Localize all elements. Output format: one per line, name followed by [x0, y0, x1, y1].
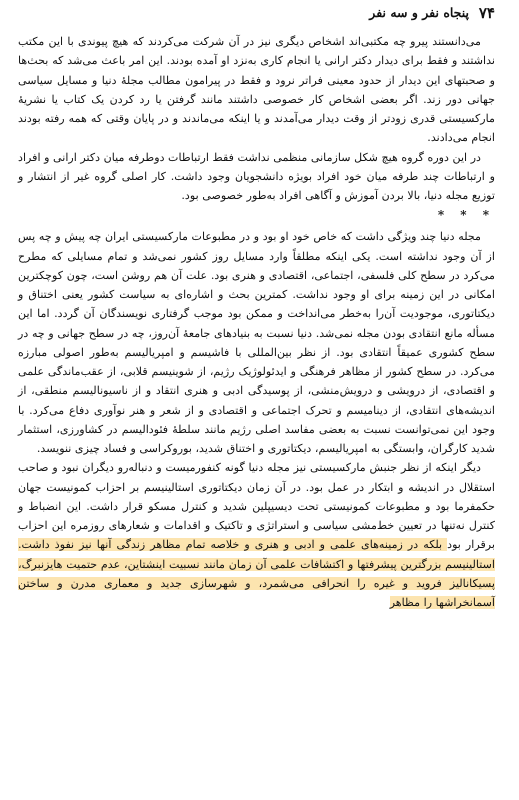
paragraph: می‌دانستند پیرو چه مکتبی‌اند اشخاص دیگری نیز در آن شرکت می‌کردند که هیچ پیوندی با این مکتب نداشتند و فقط برای دیدار دکتر ارانی یا انجام کاری به‌نزد او آمده بودند. این امر باعث می‌شد که بحث‌ها و صحبتهای این دیدار از حدود معینی فراتر نرود و فقط در پیرامون مطالب مجلهٔ دنیا و مسایل سیاسی جهانی دور زند. اگر بعضی اشخاص کار خصوصی داشتند مانند گرفتن یا رد کردن یک کتاب یا نشریهٔ مارکسیستی قدری زودتر از وقت دیدار می‌آمدند و یا اینکه می‌ماندند و در پایان وقتی که همه رفته بودند انجام می‌دادند.	[18, 35, 495, 145]
page-number: ۷۴	[478, 4, 495, 22]
page-body	[18, 32, 495, 612]
page-header	[24, 4, 495, 24]
paragraph	[18, 458, 495, 612]
paragraph-text: دیگر اینکه از نظر جنبش مارکسیستی نیز مجله دنیا گونه کنفورمیست و دنباله‌رو دیگران نبود و صاحب استقلال در اندیشه و ابتکار در عمل بود. در آن زمان دیکتاتوری استالینیسم بر احزاب کمونیست جهان حکمفرما بود و مطبوعات کمونیستی تحت دیسیپلین شدید و کنترل مسکو قرار داشت. این انضباط و کنترل نه‌تنها در تعیین خط‌مشی سیاسی و استراتژی و تاکتیک و اقدامات و شعارهای روزمره این احزاب برقرار بود	[18, 461, 495, 552]
paragraph: مجله دنیا چند ویژگی داشت که خاص خود او بود و در مطبوعات مارکسیستی ایران چه پیش و چه پس از آن وجود نداشته است. یکی اینکه مطلقاً وارد مسایل روز کشور نمی‌شد و تمام مسایلی که مطرح می‌کرد در سطح کلی فلسفی، اجتماعی، اقتصادی و هنری بود. علت آن هم روشن است، چون کوچکترین امکانی در این زمینه برای او وجود نداشت. کمترین بحث و اشاره‌ای به سیاست کشور یعنی اختناق و دیکتاتوری، موجودیت آن‌را به‌خطر می‌انداخت و ممکن بود موجب گرفتاری نویسندگان آن گردد. اما این مسأله مانع انتقادی بودن مجله نمی‌شد. دنیا نسبت به بنیادهای جامعهٔ آن‌روز، چه در سطح جهانی و چه در سطح کشوری عمیقاً انتقادی بود. از نظر بین‌المللی با فاشیسم و امپریالیسم به‌طور اصولی مبارزه می‌کرد. در سطح کشور از مظاهر فرهنگی و ایدئولوژیک رژیم، از شوینیسم قلابی، از عقب‌ماندگی علمی و اقتصادی، از درویشی و درویش‌منشی، از پوسیدگی ادبی و هنری انتقاد و از ناسیونالیسم منطقی، از اندیشه‌های انتقادی، از دینامیسم و تحرک اجتماعی و اقتصادی و از شعر و هنر نوآوری دفاع می‌کرد. با وجود این نمی‌توانست نسبت به بعضی مفاسد اصلی رژیم مانند سلطهٔ فئودالیسم در کشاورزی، استثمار شدید کارگران، وابستگی به امپریالیسم، دیکتاتوری و اختناق شدید، بوروکراسی و فساد چیزی ننویسد.	[18, 230, 495, 455]
paragraph: در این دوره گروه هیچ شکل سازمانی منظمی نداشت فقط ارتباطات دوطرفه میان دکتر ارانی و افراد و ارتباطات چند طرفه میان خود افراد بویژه دانشجویان وجود داشت. کار اصلی گروه غیر از انتشار و توزیع مجله دنیا، بالا بردن آموزش و آگاهی افراد به‌طور خصوصی بود.	[18, 150, 495, 202]
highlighted-text: بلکه در زمینه‌های علمی و ادبی و هنری و خلاصه تمام مظاهر زندگی آنها نیز نفوذ داشت. استالینیسم بزرگترین پیشرفتها و اکتشافات علمی آن زمان مانند نسبیت اینشتاین، عدم حتمیت هایزنبرگ، پسیکانالیز فروید و غیره را انحرافی می‌شمرد، و شهرسازی جدید و معماری مدرن و ساختن آسمانخراشها را مظاهر	[18, 538, 495, 609]
running-title: پنجاه نفر و سه نفر	[369, 5, 469, 20]
section-separator: * * *	[437, 208, 495, 223]
